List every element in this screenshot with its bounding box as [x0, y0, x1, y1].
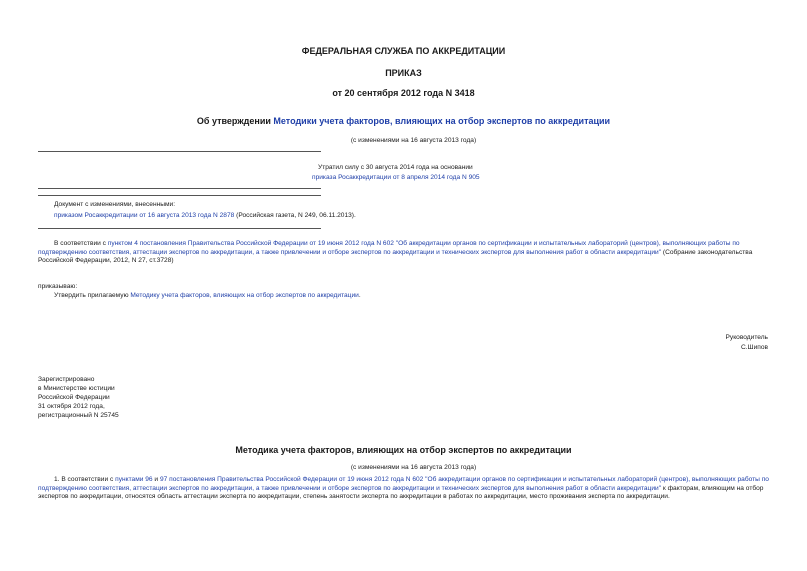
amendment-source: (Российская газета, N 249, 06.11.2013).	[234, 212, 356, 219]
methodology-title: Методика учета факторов, влияющих на отбор экспертов по аккредитации	[235, 445, 572, 455]
item1-text: к факторам, влияющим на отбор экспертов по аккредитации, относятся область аттестации эксперта по аккредитации, степень занятости эксперта по аккредитации в работах по аккредитации, место проживания эксперта по аккредитации.	[38, 484, 764, 501]
registration-line: Зарегистрировано	[38, 376, 95, 383]
order-label: приказываю:	[38, 283, 78, 290]
order-text-end: .	[358, 292, 361, 299]
approved-methodology-link[interactable]: Методику учета факторов, влияющих на отбор экспертов по аккредитации	[130, 292, 359, 299]
divider	[38, 228, 321, 229]
preamble-paragraph	[38, 240, 770, 266]
preamble-intro: В соответствии с	[54, 240, 108, 247]
expired-text: Утратил силу с 30 августа 2014 года на основании	[318, 164, 473, 171]
doc-type: ПРИКАЗ	[385, 68, 422, 78]
divider	[38, 195, 321, 196]
amendments-label: Документ с изменениями, внесенными:	[54, 201, 176, 208]
methodology-item-1	[38, 476, 770, 502]
registration-line: в Министерстве юстиции	[38, 385, 115, 392]
divider	[38, 151, 321, 152]
registration-line: регистрационный N 25745	[38, 412, 119, 419]
divider	[38, 188, 321, 189]
agency-title: ФЕДЕРАЛЬНАЯ СЛУЖБА ПО АККРЕДИТАЦИИ	[301, 46, 506, 56]
order-text-start: Утвердить прилагаемую	[54, 292, 131, 299]
page-title	[0, 116, 807, 126]
doc-date: от 20 сентября 2012 года N 3418	[332, 88, 475, 98]
amendment-order-link[interactable]: приказом Росаккредитации от 16 августа 2013 года N 2878	[54, 212, 235, 219]
government-decree-link[interactable]: пунктом 4 постановления Правительства Российской Федерации от 19 июня 2012 года N 602 "Об аккредитации органов по сертификации и испытательных лабораторий (центров), выполняющих работы по подтверждению соответствия, аттестации экспертов по аккредитации, а также привлечении и отборе экспертов по аккредитации и технических экспертов для выполнения работ в области аккредитации"	[38, 240, 740, 256]
item1-intro: 1. В соответствии с	[54, 476, 116, 483]
registration-line: 31 октября 2012 года,	[38, 403, 105, 410]
clause-96-link[interactable]: пунктами 96	[115, 476, 153, 483]
amendments-line	[54, 212, 356, 221]
clause-97-link[interactable]: 97 постановления Правительства Российской Федерации от 19 июня 2012 года N 602 "Об аккредитации органов по сертификации и испытательных лабораторий (центров), выполняющих работы по подтверждению соответствия, аттестации экспертов по аккредитации, а также привлечении и отборе экспертов по аккредитации и технических экспертов для выполнения работ в области аккредитации"	[38, 476, 769, 492]
methodology-link[interactable]: Методики учета факторов, влияющих на отбор экспертов по аккредитации	[273, 116, 611, 126]
changes-note: (с изменениями на 16 августа 2013 года)	[350, 137, 477, 144]
registration-line: Российской Федерации	[38, 394, 110, 401]
signature-name: С.Шипов	[740, 344, 768, 351]
expired-order-link[interactable]: приказа Росаккредитации от 8 апреля 2014 года N 905	[312, 174, 480, 181]
preamble-source: (Собрание законодательства Российской Федерации, 2012, N 27, ст.3728)	[38, 248, 753, 265]
item1-conjunction: и	[152, 476, 160, 483]
signature-position: Руководитель	[725, 334, 768, 341]
title-prefix: Об утверждении	[196, 116, 274, 126]
order-text	[54, 292, 361, 301]
methodology-changes-note: (с изменениями на 16 августа 2013 года)	[350, 464, 477, 471]
